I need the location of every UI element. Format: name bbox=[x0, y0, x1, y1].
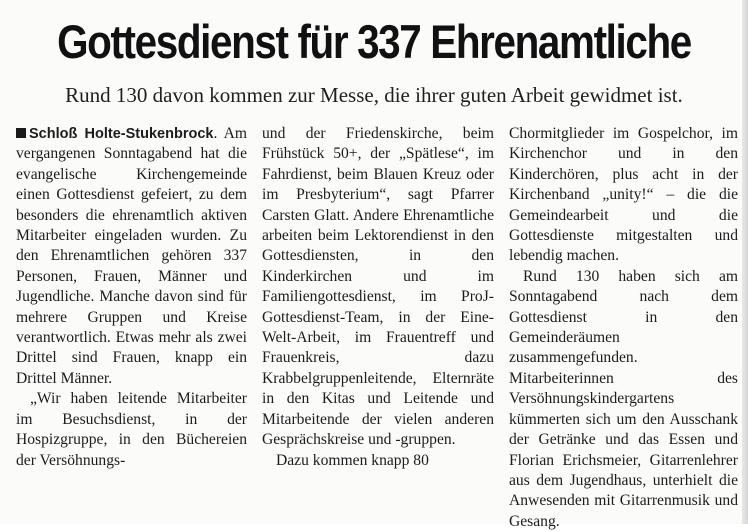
article-paragraph: Dazu kommen knapp 80 bbox=[276, 451, 429, 469]
article-column-2 bbox=[262, 124, 494, 471]
page-edge-shadow bbox=[742, 0, 748, 524]
article-paragraph bbox=[16, 124, 247, 389]
article-paragraph: „Wir haben leitende Mitarbeiter im Besuchsdienst, in der Hospizgruppe, in den Büchereien der Versöhnungs- bbox=[16, 390, 247, 469]
article-paragraph: Rund 130 haben sich am Sonntagabend nach dem Gottesdienst in den Gemeinderäumen zusammengefunden. Mitarbeiterinnen des Versöhnungskindergartens kümmerten sich um den Ausschank der Getränke und das Essen und Florian Erichsmeier, Gitarrenlehrer aus dem Jugendhaus, unterhielt die Anwesenden mit Gitarrenmusik und Gesang. bbox=[509, 267, 738, 530]
article-headline: Gottesdienst für 337 Ehrenamtliche bbox=[57, 15, 691, 68]
article-subheadline: Rund 130 davon kommen zur Messe, die ihrer guten Arbeit gewidmet ist. bbox=[65, 83, 683, 107]
article-paragraph: und der Friedenskirche, beim Frühstück 50+, der „Spätlese“, im Fahrdienst, beim Blauen Kreuz oder im Presbyterium“, sagt Pfarrer Carsten Glatt. Andere Ehrenamtliche arbeiten beim Lektorendienst in den Gottesdiensten, in den Kinderkirchen und im Familiengottesdienst, im ProJ-Gottesdienst-Team, in der Eine-Welt-Arbeit, im Frauentreff und Frauenkreis, dazu Krabbelgruppenleitende, Elternräte in den Kitas und Leitende und Mitarbeitende der vielen anderen Gesprächskreise und -gruppen. bbox=[262, 125, 494, 449]
article-dateline: Schloß Holte-Stukenbrock bbox=[29, 126, 214, 142]
dateline-square-icon bbox=[16, 128, 26, 138]
article-column-3 bbox=[509, 124, 738, 532]
paragraph-text: . Am vergangenen Sonntagabend hat die evangelische Kirchengemeinde einen Gottesdienst gefeiert, zu dem besonders die ehrenamtlich aktiven Mitarbeiter eingeladen wurden. Zu den Ehrenamtlichen gehören 337 Personen, Frauen, Männer und Jugendliche. Manche davon sind für mehrere Gruppen und Kreise verantwortlich. Etwas mehr als zwei Drittel sind Frauen, knapp ein Drittel Männer. bbox=[16, 125, 247, 387]
article-paragraph: Chormitglieder im Gospelchor, im Kirchenchor und in den Kinderchören, plus acht in der Kirchenband „unity!“ – die die Gemeindearbeit und die Gottesdienste mitgestalten und lebendig machen. bbox=[509, 125, 738, 265]
article-column-1 bbox=[16, 124, 247, 471]
